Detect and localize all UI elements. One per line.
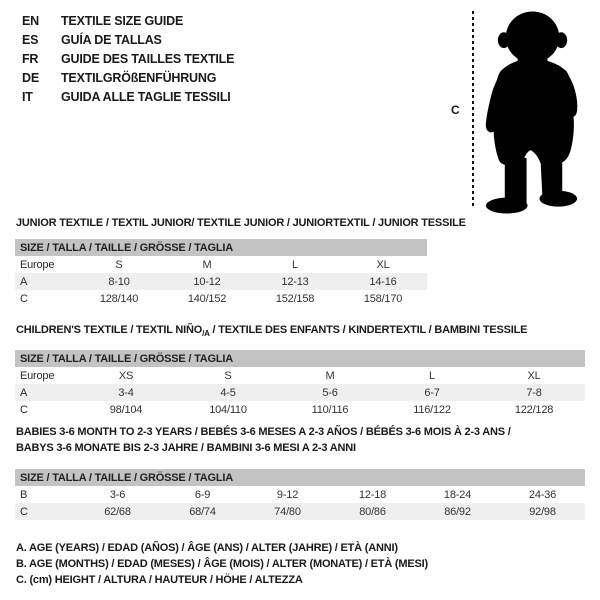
footnote-age-months: B. AGE (MONTHS) / EDAD (MESES) / ÂGE (MOIS) / ALTER (MONATE) / ETÀ (MESI) xyxy=(16,558,428,570)
row-label: Europe xyxy=(20,258,55,271)
size-value: XL xyxy=(376,258,390,271)
row-label: C xyxy=(20,403,28,416)
size-value: 128/140 xyxy=(99,292,139,305)
height-measure-dashed-line xyxy=(472,11,474,207)
size-value: 3-6 xyxy=(109,488,126,501)
language-title: GUIDE DES TAILLES TEXTILE xyxy=(61,52,235,66)
language-code: EN xyxy=(22,14,39,28)
children-size-table xyxy=(15,350,585,418)
language-row xyxy=(22,12,234,31)
table-row xyxy=(15,273,427,290)
babies-title-line-2: BABYS 3-6 MONATE BIS 2-3 JAHRE / BAMBINI 3-6 MESI A 2-3 ANNI xyxy=(16,442,356,454)
size-value: 68/74 xyxy=(160,503,245,520)
language-title: GUÍA DE TALLAS xyxy=(61,33,162,47)
size-value: 92/98 xyxy=(500,503,585,520)
size-value: 12-13 xyxy=(251,273,339,290)
junior-size-table xyxy=(15,239,427,307)
language-title: TEXTILGRÖßENFÜHRUNG xyxy=(61,71,217,85)
size-header-bar xyxy=(15,469,585,486)
language-row xyxy=(22,31,234,50)
size-value: 9-12 xyxy=(276,488,299,501)
size-value: 24-36 xyxy=(528,488,557,501)
table-row xyxy=(15,503,585,520)
junior-table-title: JUNIOR TEXTILE / TEXTIL JUNIOR/ TEXTILE JUNIOR / JUNIORTEXTIL / JUNIOR TESSILE xyxy=(16,217,466,229)
size-header-bar xyxy=(15,239,427,256)
language-code: FR xyxy=(22,52,39,66)
size-value: XS xyxy=(118,369,134,382)
size-value: L xyxy=(429,369,435,382)
language-title: GUIDA ALLE TAGLIE TESSILI xyxy=(61,90,231,104)
row-label: B xyxy=(20,488,28,501)
size-value: 62/68 xyxy=(75,503,160,520)
size-value: M xyxy=(202,258,212,271)
size-value: 74/80 xyxy=(245,503,330,520)
children-table-title xyxy=(16,324,527,338)
size-value: 98/104 xyxy=(109,403,143,416)
footnote-age-years: A. AGE (YEARS) / EDAD (AÑOS) / ÂGE (ANS) / ALTER (JAHRE) / ETÀ (ANNI) xyxy=(16,542,398,554)
size-header-label: SIZE / TALLA / TAILLE / GRÖSSE / TAGLIA xyxy=(15,350,585,367)
size-value: 12-18 xyxy=(358,488,387,501)
children-title-pre: CHILDREN'S TEXTILE / TEXTIL NIÑO xyxy=(16,324,203,336)
size-value: L xyxy=(292,258,298,271)
size-value: S xyxy=(115,258,123,271)
table-row xyxy=(15,384,585,401)
size-value: 110/116 xyxy=(311,403,349,416)
size-header-label: SIZE / TALLA / TAILLE / GRÖSSE / TAGLIA xyxy=(15,469,585,486)
size-value: 7-8 xyxy=(483,384,585,401)
language-row xyxy=(22,50,234,69)
table-row xyxy=(15,367,585,384)
row-label: Europe xyxy=(20,369,55,382)
size-value: 80/86 xyxy=(330,503,415,520)
size-value: 104/110 xyxy=(209,403,247,416)
size-value: 152/158 xyxy=(275,292,315,305)
height-measure-label: C xyxy=(451,103,460,117)
table-row xyxy=(15,290,427,307)
language-code: DE xyxy=(22,71,39,85)
size-value: 18-24 xyxy=(443,488,472,501)
row-label: A xyxy=(15,273,75,290)
size-value: 6-7 xyxy=(381,384,483,401)
row-label: C xyxy=(20,292,28,305)
size-value: 14-16 xyxy=(339,273,427,290)
size-value: XL xyxy=(527,369,541,382)
size-value: 140/152 xyxy=(187,292,227,305)
size-value: 5-6 xyxy=(279,384,381,401)
size-value: 116/122 xyxy=(413,403,451,416)
children-title-subscript: /A xyxy=(202,329,210,339)
row-label: A xyxy=(15,384,75,401)
size-value: 8-10 xyxy=(75,273,163,290)
size-value: S xyxy=(224,369,232,382)
size-header-bar xyxy=(15,350,585,367)
language-row xyxy=(22,69,234,88)
size-value: 158/170 xyxy=(363,292,403,305)
table-row xyxy=(15,256,427,273)
size-value: 122/128 xyxy=(514,403,554,416)
language-row xyxy=(22,88,234,107)
language-code: ES xyxy=(22,33,39,47)
language-code: IT xyxy=(22,90,33,104)
size-value: 10-12 xyxy=(163,273,251,290)
table-row xyxy=(15,486,585,503)
footnote-height-cm: C. (cm) HEIGHT / ALTURA / HAUTEUR / HÖHE / ALTEZZA xyxy=(16,574,303,586)
size-value: 3-4 xyxy=(75,384,177,401)
table-row xyxy=(15,401,585,418)
size-value: M xyxy=(325,369,335,382)
size-value: 6-9 xyxy=(194,488,211,501)
footnotes xyxy=(16,540,428,588)
babies-table-title xyxy=(16,424,511,456)
babies-title-line-1: BABIES 3-6 MONTH TO 2-3 YEARS / BEBÉS 3-6 MESES A 2-3 AÑOS / BÉBÉS 3-6 MOIS À 2-3 ANS / xyxy=(16,426,511,438)
size-header-label: SIZE / TALLA / TAILLE / GRÖSSE / TAGLIA xyxy=(15,239,427,256)
toddler-silhouette-icon xyxy=(483,8,587,214)
language-header xyxy=(22,12,234,107)
language-title: TEXTILE SIZE GUIDE xyxy=(61,14,184,28)
size-value: 4-5 xyxy=(177,384,279,401)
size-value: 86/92 xyxy=(415,503,500,520)
babies-size-table xyxy=(15,469,585,520)
row-label: C xyxy=(15,503,75,520)
children-title-post: / TEXTILE DES ENFANTS / KINDERTEXTIL / BAMBINI TESSILE xyxy=(209,324,528,336)
